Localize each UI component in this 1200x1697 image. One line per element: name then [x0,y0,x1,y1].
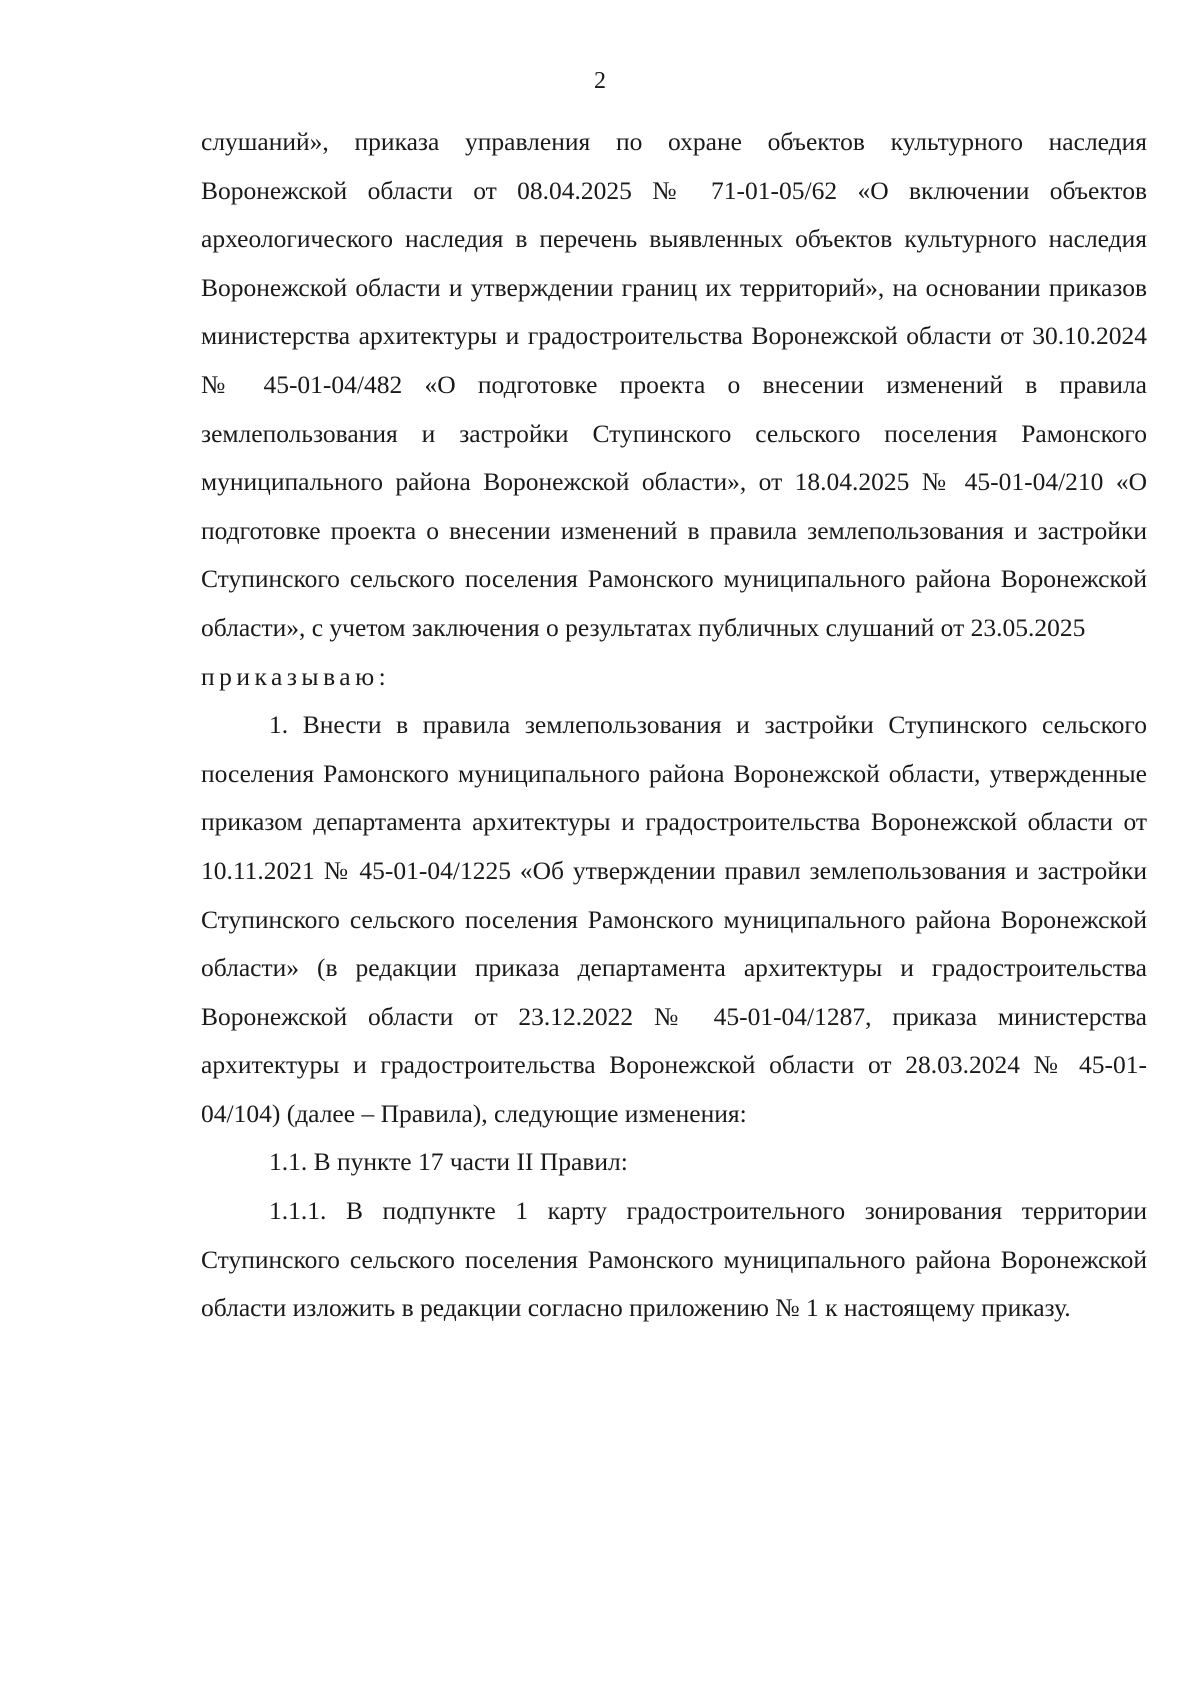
page-number: 2 [594,68,606,94]
paragraph-preamble: слушаний», приказа управления по охране объектов культурного наследия Воронежской области от 08.04.2025 № 71-01-05/62 «О включении объектов археологического наследия в перечень выявленных объектов культурного наследия Воронежской области и утверждении границ их территорий», на основании приказов министерства архитектуры и градостроительства Воронежской области от 30.10.2024 № 45-01-04/482 «О подготовке проекта о внесении изменений в правила землепользования и застройки Ступинского сельского поселения Рамонского муниципального района Воронежской области», от 18.04.2025 № 45-01-04/210 «О подготовке проекта о внесении изменений в правила землепользования и застройки Ступинского сельского поселения Рамонского муниципального района Воронежской области», с учетом заключения о результатах публичных слушаний от 23.05.2025 [201,127,1147,642]
paragraph-item-1-1-1: 1.1.1. В подпункте 1 карту градостроительного зонирования территории Ступинского сельского поселения Рамонского муниципального района Воронежской области изложить в редакции согласно приложению № 1 к настоящему приказу. [201,1196,1147,1323]
document-body [201,118,1147,1333]
paragraph-item-1-1: 1.1. В пункте 17 части II Правил: [269,1147,628,1177]
paragraph-item-1: 1. Внести в правила землепользования и застройки Ступинского сельского поселения Рамонского муниципального района Воронежской области, утвержденные приказом департамента архитектуры и градостроительства Воронежской области от 10.11.2021 № 45-01-04/1225 «Об утверждении правил землепользования и застройки Ступинского сельского поселения Рамонского муниципального района Воронежской области» (в редакции приказа департамента архитектуры и градостроительства Воронежской области от 23.12.2022 № 45-01-04/1287, приказа министерства архитектуры и градостроительства Воронежской области от 28.03.2024 № 45-01-04/104) (далее – Правила), следующие изменения: [201,710,1147,1128]
paragraph-order-word: приказываю: [201,661,391,691]
